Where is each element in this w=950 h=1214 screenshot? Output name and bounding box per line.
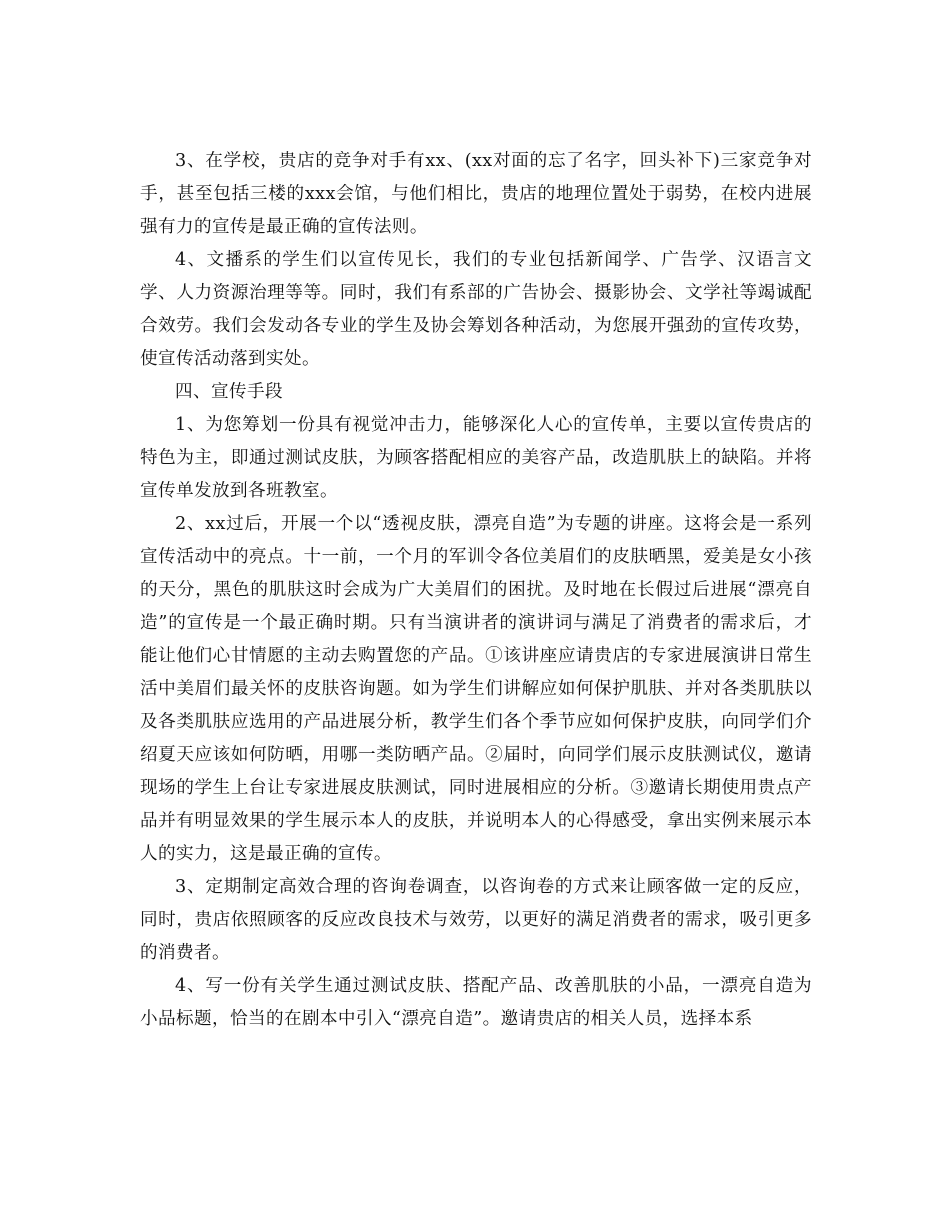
paragraph-skit: 4、写一份有关学生通过测试皮肤、搭配产品、改善肌肤的小品，一漂亮自造为小品标题，恰当的在剧本中引入“漂亮自造”。邀请贵店的相关人员，选择本系 — [140, 976, 812, 1029]
paragraph-competition: 3、在学校，贵店的竞争对手有xx、(xx对面的忘了名字，回头补下)三家竞争对手，甚至包括三楼的xxx会馆，与他们相比，贵店的地理位置处于弱势，在校内进展强有力的宣传是最正确的宣传法则。 — [140, 151, 812, 237]
paragraph-flyer: 1、为您筹划一份具有视觉冲击力，能够深化人心的宣传单，主要以宣传贵店的特色为主，即通过测试皮肤，为顾客搭配相应的美容产品，改造肌肤上的缺陷。并将宣传单发放到各班教室。 — [140, 415, 812, 501]
section-heading-promotion-means: 四、宣传手段 — [175, 382, 283, 402]
paragraph-department-strength: 4、文播系的学生们以宣传见长，我们的专业包括新闻学、广告学、汉语言文学、人力资源治理等等。同时，我们有系部的广告协会、摄影协会、文学社等竭诚配合效劳。我们会发动各专业的学生及协会筹划各种活动，为您展开强劲的宣传攻势，使宣传活动落到实处。 — [140, 250, 812, 369]
paragraph-survey: 3、定期制定高效合理的咨询卷调查，以咨询卷的方式来让顾客做一定的反应，同时，贵店依照顾客的反应改良技术与效劳，以更好的满足消费者的需求，吸引更多的消费者。 — [140, 877, 812, 963]
paragraph-lecture: 2、xx过后，开展一个以“透视皮肤，漂亮自造”为专题的讲座。这将会是一系列宣传活动中的亮点。十一前，一个月的军训令各位美眉们的皮肤晒黑，爱美是女小孩的天分，黑色的肌肤这时会成为广大美眉们的困扰。及时地在长假过后进展“漂亮自造”的宣传是一个最正确时期。只有当演讲者的演讲词与满足了消费者的需求后，才能让他们心甘情愿的主动去购置您的产品。①该讲座应请贵店的专家进展演讲日常生活中美眉们最关怀的皮肤咨询题。如为学生们讲解应如何保护肌肤、并对各类肌肤以及各类肌肤应选用的产品进展分析，教学生们各个季节应如何保护皮肤，向同学们介绍夏天应该如何防晒，用哪一类防晒产品。②届时，向同学们展示皮肤测试仪，邀请现场的学生上台让专家进展皮肤测试，同时进展相应的分析。③邀请长期使用贵点产品并有明显效果的学生展示本人的皮肤，并说明本人的心得感受，拿出实例来展示本人的实力，这是最正确的宣传。 — [140, 514, 812, 864]
document-body — [140, 145, 812, 1036]
